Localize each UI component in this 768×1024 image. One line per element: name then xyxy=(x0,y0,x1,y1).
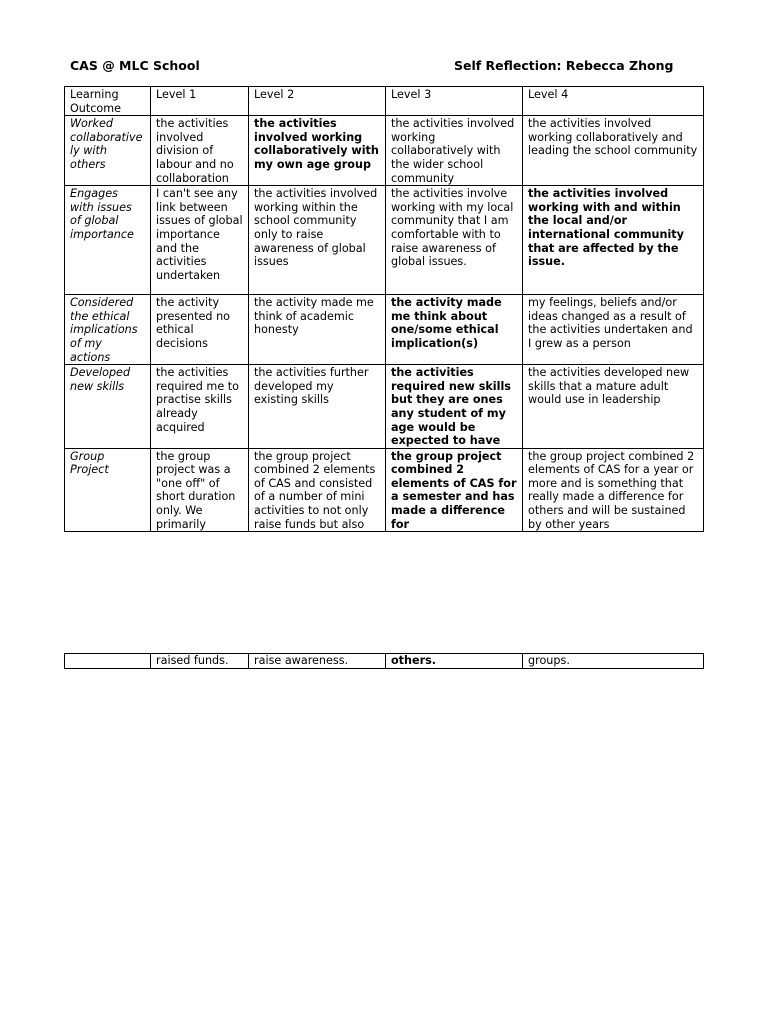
continuation-cell: groups. xyxy=(523,654,704,669)
level-cell: the activities required me to practise skills already acquired xyxy=(151,365,249,449)
continuation-cell xyxy=(65,654,151,669)
rubric-table-continuation xyxy=(64,653,704,669)
document-header-left: CAS @ MLC School xyxy=(70,58,200,73)
level-cell: the activity made me think of academic honesty xyxy=(249,295,386,365)
column-header: Learning Outcome xyxy=(65,87,151,116)
level-cell: the activities developed new skills that a mature adult would use in leadership xyxy=(523,365,704,449)
learning-outcome-cell: Considered the ethical implications of my actions xyxy=(65,295,151,365)
continuation-cell: raise awareness. xyxy=(249,654,386,669)
table-row xyxy=(65,654,704,669)
table-row xyxy=(65,365,704,449)
level-cell: the activities involved working collaboratively with the wider school community xyxy=(386,116,523,186)
document-header-right: Self Reflection: Rebecca Zhong xyxy=(454,58,674,73)
table-row xyxy=(65,116,704,186)
table-row xyxy=(65,295,704,365)
learning-outcome-cell: Group Project xyxy=(65,448,151,532)
column-header: Level 2 xyxy=(249,87,386,116)
table-row xyxy=(65,448,704,532)
column-header: Level 3 xyxy=(386,87,523,116)
level-cell-selected: the activities involved working collaboratively with my own age group xyxy=(249,116,386,186)
level-cell: the activities involved division of labour and no collaboration xyxy=(151,116,249,186)
level-cell: the activities further developed my existing skills xyxy=(249,365,386,449)
level-cell-selected: the activities involved working with and within the local and/or international community that are affected by the issue. xyxy=(523,186,704,295)
table-header-row xyxy=(65,87,704,116)
level-cell: the group project was a "one off" of short duration only. We primarily xyxy=(151,448,249,532)
level-cell: the activities involved working within the school community only to raise awareness of global issues xyxy=(249,186,386,295)
level-cell: the activity presented no ethical decisions xyxy=(151,295,249,365)
continuation-cell: others. xyxy=(386,654,523,669)
level-cell-selected: the activity made me think about one/some ethical implication(s) xyxy=(386,295,523,365)
learning-outcome-cell: Engages with issues of global importance xyxy=(65,186,151,295)
level-cell: the activities involve working with my local community that I am comfortable with to raise awareness of global issues. xyxy=(386,186,523,295)
learning-outcome-cell: Worked collaboratively with others xyxy=(65,116,151,186)
column-header: Level 1 xyxy=(151,87,249,116)
rubric-table xyxy=(64,86,704,532)
column-header: Level 4 xyxy=(523,87,704,116)
level-cell-selected: the group project combined 2 elements of CAS for a semester and has made a difference for xyxy=(386,448,523,532)
table-row xyxy=(65,186,704,295)
level-cell: the group project combined 2 elements of CAS and consisted of a number of mini activities to not only raise funds but also xyxy=(249,448,386,532)
level-cell: my feelings, beliefs and/or ideas changed as a result of the activities undertaken and I grew as a person xyxy=(523,295,704,365)
level-cell-selected: the activities required new skills but they are ones any student of my age would be expected to have xyxy=(386,365,523,449)
continuation-cell: raised funds. xyxy=(151,654,249,669)
level-cell: the group project combined 2 elements of CAS for a year or more and is something that really made a difference for others and will be sustained by other years xyxy=(523,448,704,532)
level-cell: the activities involved working collaboratively and leading the school community xyxy=(523,116,704,186)
level-cell: I can't see any link between issues of global importance and the activities undertaken xyxy=(151,186,249,295)
learning-outcome-cell: Developed new skills xyxy=(65,365,151,449)
